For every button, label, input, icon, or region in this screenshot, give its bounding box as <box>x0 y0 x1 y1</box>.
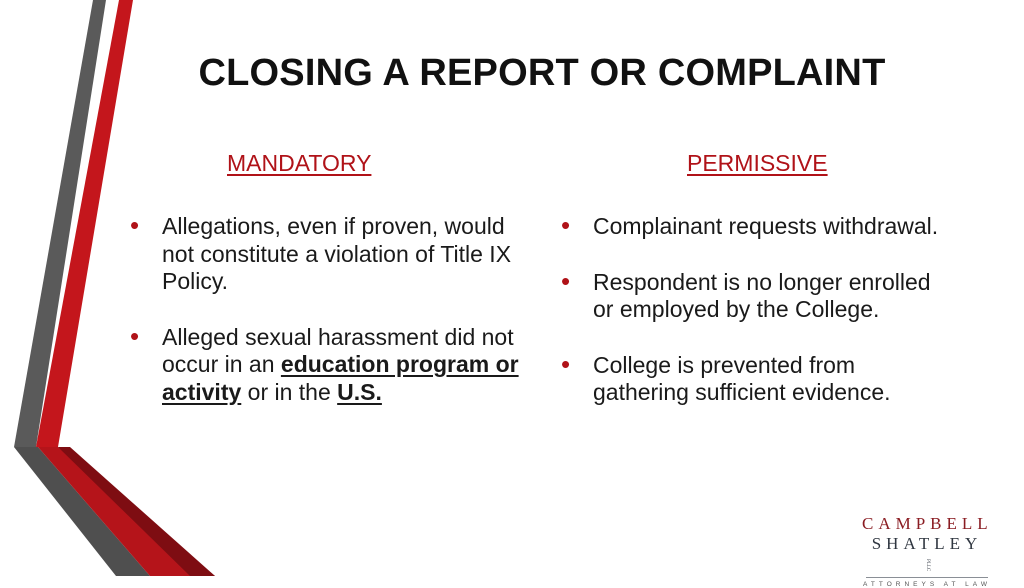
bullet-item <box>561 348 951 407</box>
emphasized-text: U.S. <box>337 378 382 405</box>
bullet-icon: • <box>561 210 571 240</box>
bullet-text: Complainant requests withdrawal. <box>593 213 939 239</box>
permissive-heading: PERMISSIVE <box>687 150 828 176</box>
permissive-list <box>561 210 951 435</box>
logo-name: SHATLEY <box>871 534 983 553</box>
bullet-text: Allegations, even if proven, would not constitute a violation of Title IX Policy. <box>162 213 512 294</box>
bullet-text: or in the <box>241 378 338 405</box>
campbell-shatley-logo <box>862 514 992 588</box>
bullet-item <box>130 320 520 407</box>
mandatory-heading: MANDATORY <box>227 150 372 176</box>
logo-divider <box>866 577 988 578</box>
emphasized-text: education program or activity <box>162 351 519 405</box>
mandatory-list <box>130 210 520 434</box>
bullet-item <box>561 265 951 324</box>
logo-suffix: PLLC <box>925 558 930 572</box>
bullet-icon: • <box>561 348 571 379</box>
logo-line-2 <box>862 534 992 574</box>
slide-title: CLOSING A REPORT OR COMPLAINT <box>198 52 886 94</box>
logo-line-1: CAMPBELL <box>862 514 993 533</box>
bullet-text: Alleged sexual harassment did not occur in an <box>162 323 514 377</box>
bullet-icon: • <box>561 265 571 296</box>
bullet-icon: • <box>130 320 140 351</box>
bullet-item <box>130 210 520 296</box>
bullet-icon: • <box>130 210 140 240</box>
bullet-item <box>561 210 951 241</box>
bullet-text: Respondent is no longer enrolled or employed by the College. <box>593 268 931 322</box>
logo-tagline: ATTORNEYS AT LAW <box>863 581 991 588</box>
bullet-text: College is prevented from gathering sufficient evidence. <box>593 351 891 405</box>
